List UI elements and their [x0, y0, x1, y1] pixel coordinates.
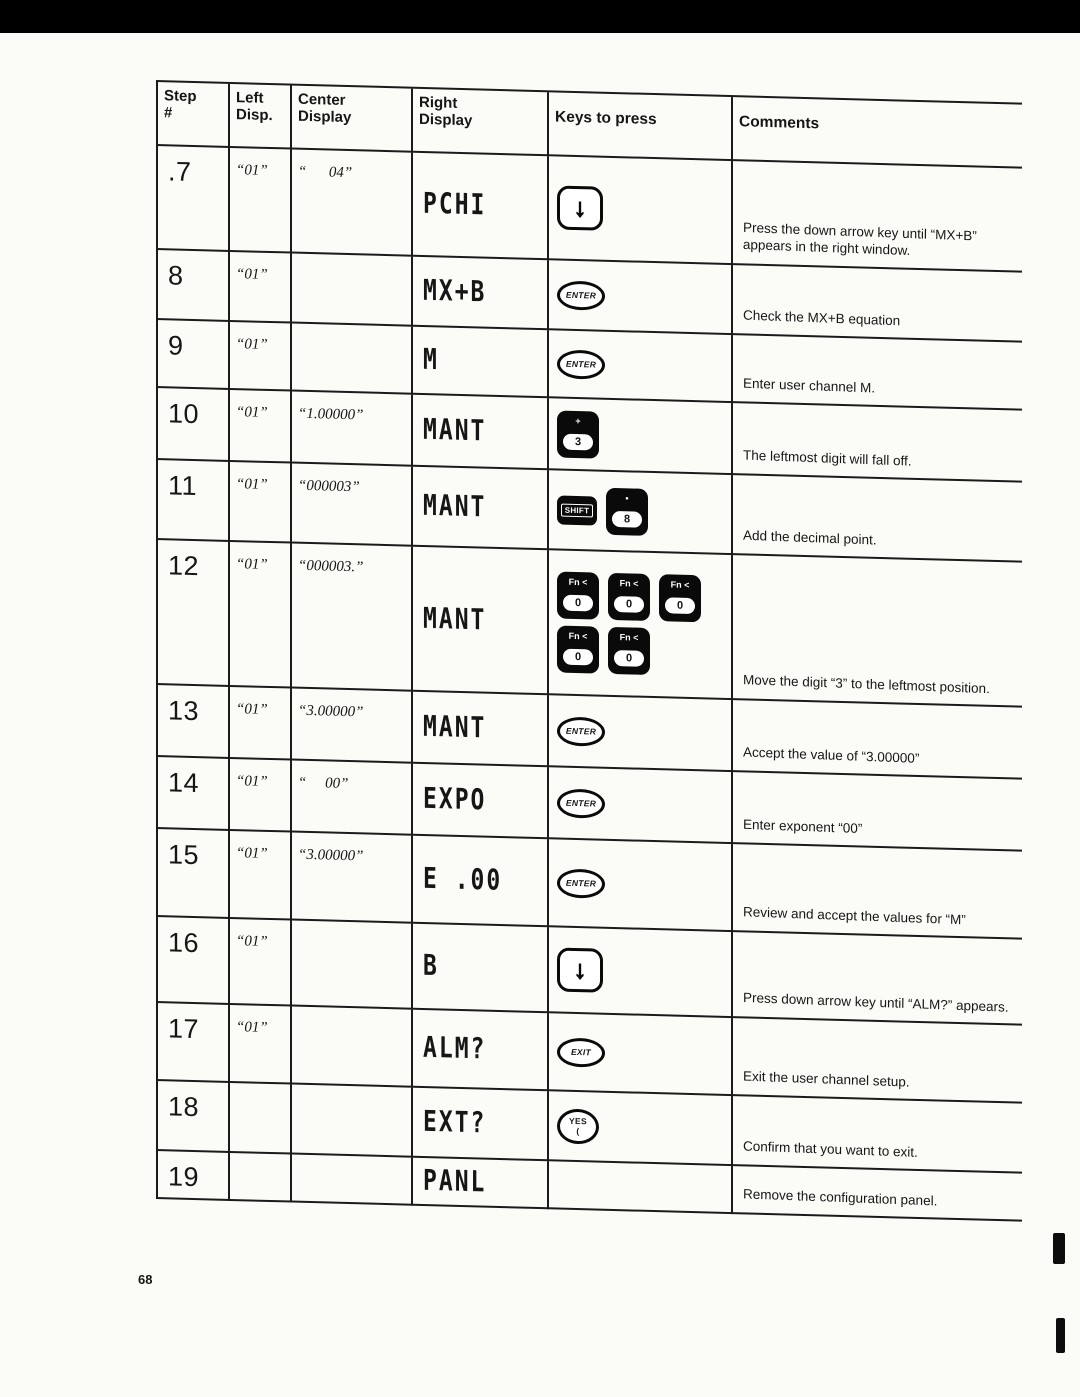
key-row: [557, 1108, 729, 1148]
right-display-cell: [413, 764, 549, 840]
key-top-label: Fn <: [568, 576, 588, 588]
key-enter-icon: ENTER: [557, 788, 605, 818]
keys-cell: [549, 156, 733, 265]
left-display-value: “01”: [230, 148, 292, 254]
key-label: YES: [569, 1115, 587, 1127]
scan-edge-top: [0, 0, 1080, 33]
scan-artifact: [1053, 1233, 1065, 1264]
key-plus-3-icon: [557, 410, 599, 458]
center-display-value: “ 00”: [292, 761, 413, 836]
comment-cell: [733, 772, 1022, 852]
comment-cell: [733, 555, 1022, 708]
right-display-cell: [413, 257, 549, 331]
comment-text: Review and accept the values for “M”: [742, 904, 966, 928]
keys-cell: [549, 1161, 733, 1214]
center-display-value: “1.00000”: [292, 392, 413, 467]
col-header-right-display: Right Display: [413, 89, 549, 157]
comment-cell: [733, 1166, 1022, 1222]
center-display-value: [292, 921, 413, 1010]
comment-cell: [733, 265, 1022, 343]
comment-cell: [733, 161, 1022, 273]
right-display-value: EXPO: [423, 782, 487, 817]
left-display-value: “01”: [230, 919, 292, 1007]
key-bottom-label: 0: [612, 648, 646, 669]
comment-cell: [733, 403, 1022, 483]
right-display-value: B: [423, 949, 439, 983]
step-number: 11: [156, 460, 230, 542]
comment-cell: [733, 335, 1022, 411]
center-display-value: “3.00000”: [292, 689, 413, 764]
left-display-value: [230, 1083, 292, 1155]
comment-text: Press down arrow key until “ALM?” appears.: [742, 989, 1009, 1015]
right-display-value: PANL: [423, 1164, 487, 1199]
table-row: [156, 540, 1022, 708]
center-display-value: [292, 1007, 413, 1088]
center-display-value: [292, 324, 413, 395]
step-number: 14: [156, 757, 230, 831]
comment-text: Enter user channel M.: [742, 375, 876, 396]
key-bottom-label: 3: [561, 431, 595, 452]
key-fn-0-icon: [557, 572, 599, 620]
keys-cell: [549, 695, 733, 772]
keys-cell: [549, 398, 733, 475]
step-number: 16: [156, 917, 230, 1005]
key-fn-0-icon: [608, 627, 650, 675]
comment-text: Move the digit “3” to the leftmost position.: [742, 672, 990, 697]
center-display-value: [292, 254, 413, 327]
keys-cell: [549, 550, 733, 700]
comment-text: Check the MX+B equation: [742, 307, 901, 329]
step-number: 17: [156, 1003, 230, 1083]
comment-text: Accept the value of “3.00000”: [742, 744, 920, 766]
key-enter-icon: ENTER: [557, 716, 605, 746]
key-top-label: Fn <: [619, 632, 639, 643]
keys-cell: [549, 330, 733, 403]
comment-cell: [733, 1096, 1022, 1174]
keys-cell: [549, 470, 733, 555]
step-number: 9: [156, 320, 230, 390]
key-bottom-label: 0: [561, 647, 595, 668]
right-display-value: MANT: [423, 602, 487, 637]
keys-cell: [549, 839, 733, 932]
left-display-value: “01”: [230, 252, 292, 324]
comment-text: Enter exponent “00”: [742, 816, 863, 837]
step-number: 19: [156, 1151, 230, 1201]
left-display-value: “01”: [230, 687, 292, 761]
key-fn-0-icon: [557, 626, 599, 674]
col-header-keys: Keys to press: [549, 92, 733, 161]
key-label: SHIFT: [561, 503, 594, 517]
comment-text: Confirm that you want to exit.: [742, 1138, 918, 1160]
key-bottom-label: 0: [612, 594, 646, 615]
key-top-label: Fn <: [619, 578, 639, 589]
right-display-value: MANT: [423, 489, 487, 524]
key-enter-icon: ENTER: [557, 349, 605, 379]
key-top-label: +: [575, 415, 581, 426]
right-display-cell: [413, 1158, 549, 1210]
comment-cell: [733, 700, 1022, 780]
left-display-value: “01”: [230, 542, 292, 689]
right-display-value: M: [423, 343, 439, 377]
key-row: [557, 572, 729, 624]
comment-text: Add the decimal point.: [742, 527, 877, 548]
left-display-value: “01”: [230, 390, 292, 464]
step-number: 13: [156, 685, 230, 759]
key-row: [557, 349, 729, 383]
col-header-comments: Comments: [733, 97, 1022, 169]
right-display-value: E .00: [423, 862, 503, 898]
right-display-value: ALM?: [423, 1031, 487, 1066]
comment-text: Exit the user channel setup.: [742, 1068, 910, 1090]
right-display-value: MANT: [423, 710, 487, 745]
right-display-cell: [413, 327, 549, 399]
key-sub-label: (: [576, 1126, 580, 1137]
key-fn-0-icon: [608, 573, 650, 621]
key-arrow-down-icon: ↓: [557, 948, 603, 993]
left-display-value: “01”: [230, 759, 292, 833]
key-bottom-label: 8: [610, 508, 644, 529]
left-display-value: “01”: [230, 462, 292, 544]
right-display-cell: [413, 924, 549, 1014]
key-top-label: •: [625, 492, 629, 503]
right-display-value: MANT: [423, 413, 487, 448]
comment-cell: [733, 475, 1022, 563]
key-row: [557, 626, 729, 678]
key-row: [557, 486, 729, 538]
key-top-label: Fn <: [670, 579, 690, 590]
key-row: [557, 1037, 729, 1071]
col-header-left-disp: Left Disp.: [230, 84, 292, 150]
right-display-value: PCHI: [423, 187, 487, 222]
left-display-value: [230, 1153, 292, 1203]
col-header-center-display: Center Display: [292, 86, 413, 153]
page-number: 68: [138, 1272, 153, 1287]
key-row: [557, 948, 729, 997]
right-display-cell: [413, 692, 549, 768]
right-display-cell: [413, 395, 549, 471]
key-row: [557, 280, 729, 314]
key-fn-0-icon: [659, 574, 701, 622]
comment-text: Remove the configuration panel.: [742, 1186, 938, 1209]
comment-text: Press the down arrow key until “MX+B” appears in the right window.: [742, 219, 977, 259]
right-display-cell: [413, 153, 549, 261]
right-display-cell: [413, 1088, 549, 1162]
key-row: [557, 410, 729, 462]
key-dot-8-icon: [606, 487, 648, 535]
right-display-value: MX+B: [423, 274, 487, 309]
keys-cell: [549, 767, 733, 844]
step-number: 18: [156, 1081, 230, 1153]
key-bottom-label: 0: [561, 593, 595, 614]
key-exit-icon: EXIT: [557, 1037, 605, 1067]
step-number: 10: [156, 388, 230, 462]
center-display-value: “ 04”: [292, 150, 413, 257]
keys-cell: [549, 1091, 733, 1166]
step-number: 8: [156, 250, 230, 322]
key-enter-icon: ENTER: [557, 868, 605, 898]
left-display-value: “01”: [230, 1005, 292, 1085]
right-display-value: EXT?: [423, 1105, 487, 1140]
center-display-value: “3.00000”: [292, 833, 413, 924]
key-bottom-label: 0: [663, 595, 697, 616]
key-yes-icon: [557, 1108, 599, 1144]
key-row: [557, 868, 729, 902]
procedure-table: [156, 80, 1022, 1222]
right-display-cell: [413, 467, 549, 551]
left-display-value: “01”: [230, 831, 292, 921]
scan-artifact: [1056, 1318, 1065, 1353]
step-number: 15: [156, 829, 230, 919]
center-display-value: “000003”: [292, 464, 413, 547]
comment-cell: [733, 844, 1022, 940]
left-display-value: “01”: [230, 322, 292, 392]
key-arrow-down-icon: ↓: [557, 186, 603, 231]
right-display-cell: [413, 836, 549, 928]
step-number: .7: [156, 146, 230, 252]
key-top-label: Fn <: [568, 630, 588, 642]
col-header-step: Step #: [156, 82, 230, 148]
key-row: [557, 186, 729, 235]
step-number: 12: [156, 540, 230, 687]
key-row: [557, 788, 729, 822]
key-enter-icon: ENTER: [557, 280, 605, 310]
right-display-cell: [413, 1010, 549, 1092]
right-display-cell: [413, 547, 549, 696]
comment-cell: [733, 932, 1022, 1026]
keys-cell: [549, 260, 733, 335]
center-display-value: [292, 1085, 413, 1158]
comment-cell: [733, 1018, 1022, 1104]
comment-text: The leftmost digit will fall off.: [742, 447, 912, 469]
key-shift-icon: [557, 495, 597, 525]
table-body: [156, 146, 1022, 1222]
keys-cell: [549, 1013, 733, 1096]
keys-cell: [549, 927, 733, 1018]
key-row: [557, 716, 729, 750]
center-display-value: “000003.”: [292, 544, 413, 692]
center-display-value: [292, 1155, 413, 1206]
